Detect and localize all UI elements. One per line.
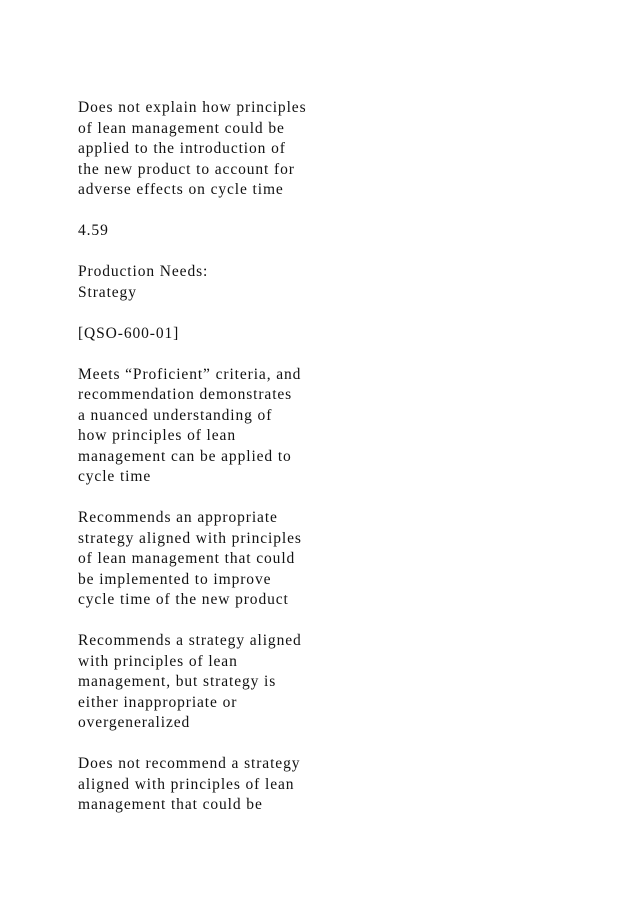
paragraph-not-evident-level: Does not recommend a strategy aligned with principles of lean management that could be — [78, 755, 301, 813]
paragraph-score-value: 4.59 — [78, 222, 109, 239]
document-body — [78, 98, 598, 836]
paragraph-needs-improvement-level: Recommends a strategy aligned with principles of lean management, but strategy is either inappropriate or overgeneralized — [78, 632, 302, 731]
paragraph-exemplary-level: Meets “Proficient” criteria, and recommendation demonstrates a nuanced understanding of how principles of lean management can be applied to cycle time — [78, 365, 302, 485]
paragraph-criterion-title: Production Needs: Strategy — [78, 263, 209, 301]
paragraph-not-explain-lean-principles: Does not explain how principles of lean management could be applied to the introduction of the new product to account for adverse effects on cycle time — [78, 99, 307, 198]
paragraph-course-code: [QSO-600-01] — [78, 324, 180, 342]
paragraph-proficient-level: Recommends an appropriate strategy aligned with principles of lean management that could be implemented to improve cycle time of the new product — [78, 509, 302, 608]
